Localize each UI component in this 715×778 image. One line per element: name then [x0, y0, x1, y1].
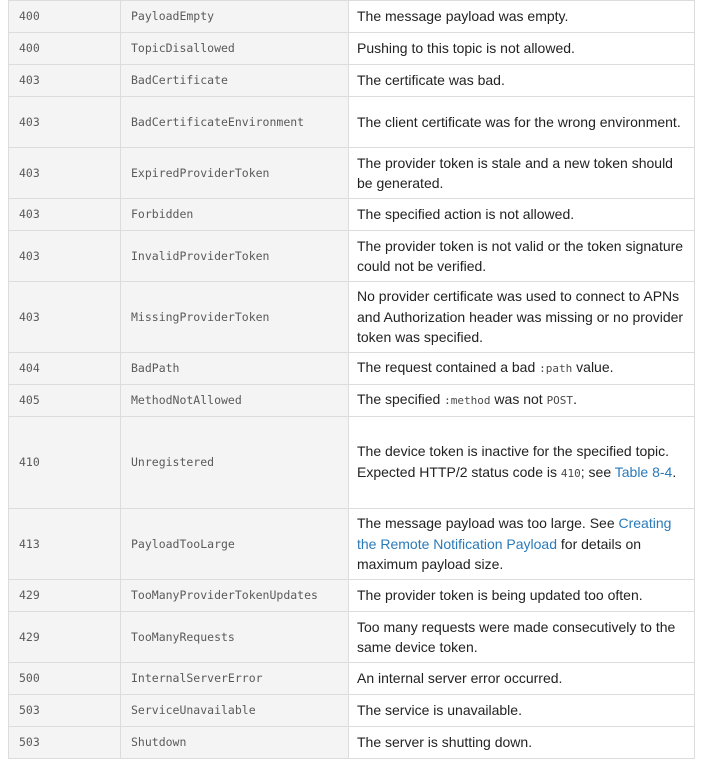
table-row	[9, 385, 695, 417]
reason-string: InternalServerError	[121, 663, 349, 695]
reason-string: BadPath	[121, 353, 349, 385]
description-text: The request contained a bad	[357, 359, 540, 376]
inline-code-method: :method	[444, 394, 491, 408]
description-text: The message payload was too large. See	[357, 515, 619, 532]
reason-string: PayloadTooLarge	[121, 509, 349, 580]
description-text: value.	[572, 359, 614, 376]
description-text: The specified	[357, 391, 445, 408]
description	[349, 509, 695, 580]
description: The service is unavailable.	[349, 695, 695, 727]
table-row	[9, 65, 695, 97]
error-codes-table	[8, 0, 695, 759]
reason-string: Forbidden	[121, 199, 349, 231]
status-code: 400	[9, 33, 121, 65]
remote-notification-payload-link[interactable]: Creating the Remote Notification Payload	[357, 515, 672, 552]
reason-string: TooManyProviderTokenUpdates	[121, 580, 349, 612]
status-code: 429	[9, 612, 121, 663]
status-code: 403	[9, 148, 121, 199]
table-row	[9, 509, 695, 580]
description: The provider token is not valid or the token signature could not be verified.	[349, 231, 695, 282]
status-code: 500	[9, 663, 121, 695]
description: The client certificate was for the wrong environment.	[349, 97, 695, 148]
description-text: Expected HTTP/2 status code is	[357, 463, 561, 480]
reason-string: InvalidProviderToken	[121, 231, 349, 282]
reason-string: PayloadEmpty	[121, 1, 349, 33]
description: The certificate was bad.	[349, 65, 695, 97]
description-text: .	[672, 463, 677, 480]
description: Pushing to this topic is not allowed.	[349, 33, 695, 65]
table-row	[9, 33, 695, 65]
table-8-4-link[interactable]: Table 8-4	[614, 463, 673, 480]
status-code: 413	[9, 509, 121, 580]
inline-code-path: :path	[539, 362, 573, 376]
description	[349, 417, 695, 509]
reason-string: ExpiredProviderToken	[121, 148, 349, 199]
status-code: 403	[9, 199, 121, 231]
table-row	[9, 353, 695, 385]
description-text: .	[573, 391, 577, 408]
description-text: ; see	[580, 463, 615, 480]
reason-string: MethodNotAllowed	[121, 385, 349, 417]
reason-string: Shutdown	[121, 727, 349, 759]
table-row	[9, 417, 695, 509]
status-code: 403	[9, 65, 121, 97]
table-row	[9, 727, 695, 759]
reason-string: TopicDisallowed	[121, 33, 349, 65]
description: An internal server error occurred.	[349, 663, 695, 695]
inline-code-post: POST	[546, 394, 574, 408]
reason-string: BadCertificateEnvironment	[121, 97, 349, 148]
status-code: 403	[9, 282, 121, 353]
description-text: was not	[490, 391, 547, 408]
description: The specified action is not allowed.	[349, 199, 695, 231]
description: The server is shutting down.	[349, 727, 695, 759]
status-code: 400	[9, 1, 121, 33]
description: The provider token is stale and a new token should be generated.	[349, 148, 695, 199]
table-row	[9, 148, 695, 199]
table-row	[9, 231, 695, 282]
status-code: 503	[9, 727, 121, 759]
table-row	[9, 97, 695, 148]
table-row	[9, 1, 695, 33]
status-code: 410	[9, 417, 121, 509]
table-row	[9, 695, 695, 727]
reason-string: ServiceUnavailable	[121, 695, 349, 727]
reason-string: MissingProviderToken	[121, 282, 349, 353]
table-row	[9, 282, 695, 353]
description-text: The device token is inactive for the specified topic.	[357, 443, 670, 459]
reason-string: BadCertificate	[121, 65, 349, 97]
description	[349, 353, 695, 385]
table-row	[9, 199, 695, 231]
inline-code-410: 410	[560, 466, 581, 480]
description: Too many requests were made consecutively to the same device token.	[349, 612, 695, 663]
description: The provider token is being updated too often.	[349, 580, 695, 612]
reason-string: Unregistered	[121, 417, 349, 509]
description: The message payload was empty.	[349, 1, 695, 33]
status-code: 405	[9, 385, 121, 417]
status-code: 429	[9, 580, 121, 612]
status-code: 503	[9, 695, 121, 727]
table-row	[9, 580, 695, 612]
table-row	[9, 612, 695, 663]
description: No provider certificate was used to connect to APNs and Authorization header was missing or no provider token was specified.	[349, 282, 695, 353]
table-row	[9, 663, 695, 695]
status-code: 404	[9, 353, 121, 385]
description-text: for details on maximum payload size.	[357, 535, 642, 573]
status-code: 403	[9, 97, 121, 148]
description	[349, 385, 695, 417]
reason-string: TooManyRequests	[121, 612, 349, 663]
status-code: 403	[9, 231, 121, 282]
